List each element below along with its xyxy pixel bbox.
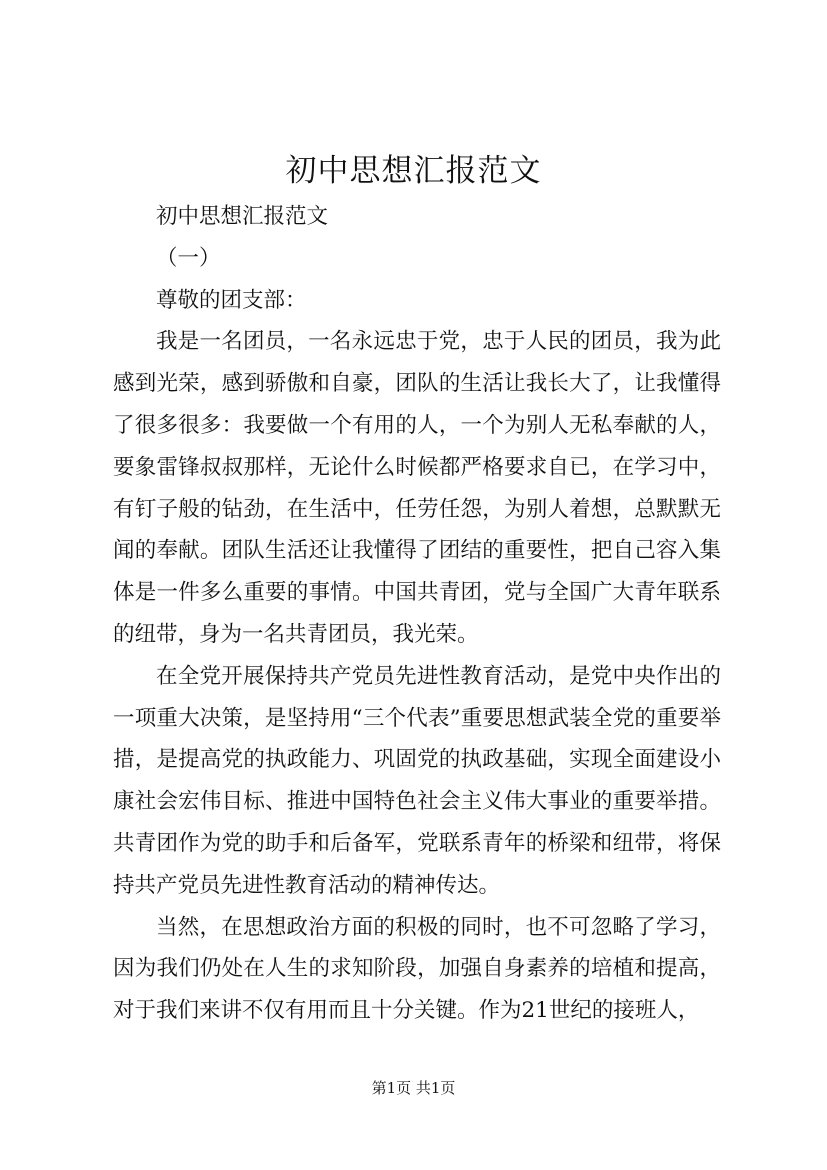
document-title: 初中思想汇报范文 <box>285 153 542 189</box>
paragraph: 在全党开展保持共产党员先进性教育活动，是党中央作出的一项重大决策，是坚持用“三个代表”重要思想武装全党的重要举措，是提高党的执政能力、巩固党的执政基础，实现全面建设小康社会宏伟目标、推进中国特色社会主义伟大事业的重要举措。共青团作为党的助手和后备军，党联系青年的桥梁和纽带，将保持共产党员先进性教育活动的精神传达。 <box>113 663 721 898</box>
paragraph: 我是一名团员，一名永远忠于党，忠于人民的团员，我为此感到光荣，感到骄傲和自豪，团队的生活让我长大了，让我懂得了很多很多：我要做一个有用的人，一个为别人无私奉献的人，要象雷锋叔叔那样，无论什么时候都严格要求自已，在学习中，有钉子般的钻劲，在生活中，任劳任怨，为别人着想，总默默无闻的奉献。团队生活还让我懂得了团结的重要性，把自己容入集体是一件多么重要的事情。中国共青团，党与全国广大青年联系的纽带，身为一名共青团员，我光荣。 <box>113 329 721 647</box>
document-subtitle: 初中思想汇报范文 <box>156 204 329 229</box>
page-footer: 第1页 共1页 <box>371 1079 456 1097</box>
salutation: 尊敬的团支部： <box>156 287 307 313</box>
paragraph: 当然，在思想政治方面的积极的同时，也不可忽略了学习，因为我们仍处在人生的求知阶段，加强自身素养的培植和提高，对于我们来讲不仅有用而且十分关键。作为21世纪的接班人， <box>113 914 721 1024</box>
section-marker: （一） <box>156 245 221 271</box>
document-body <box>113 196 721 1032</box>
